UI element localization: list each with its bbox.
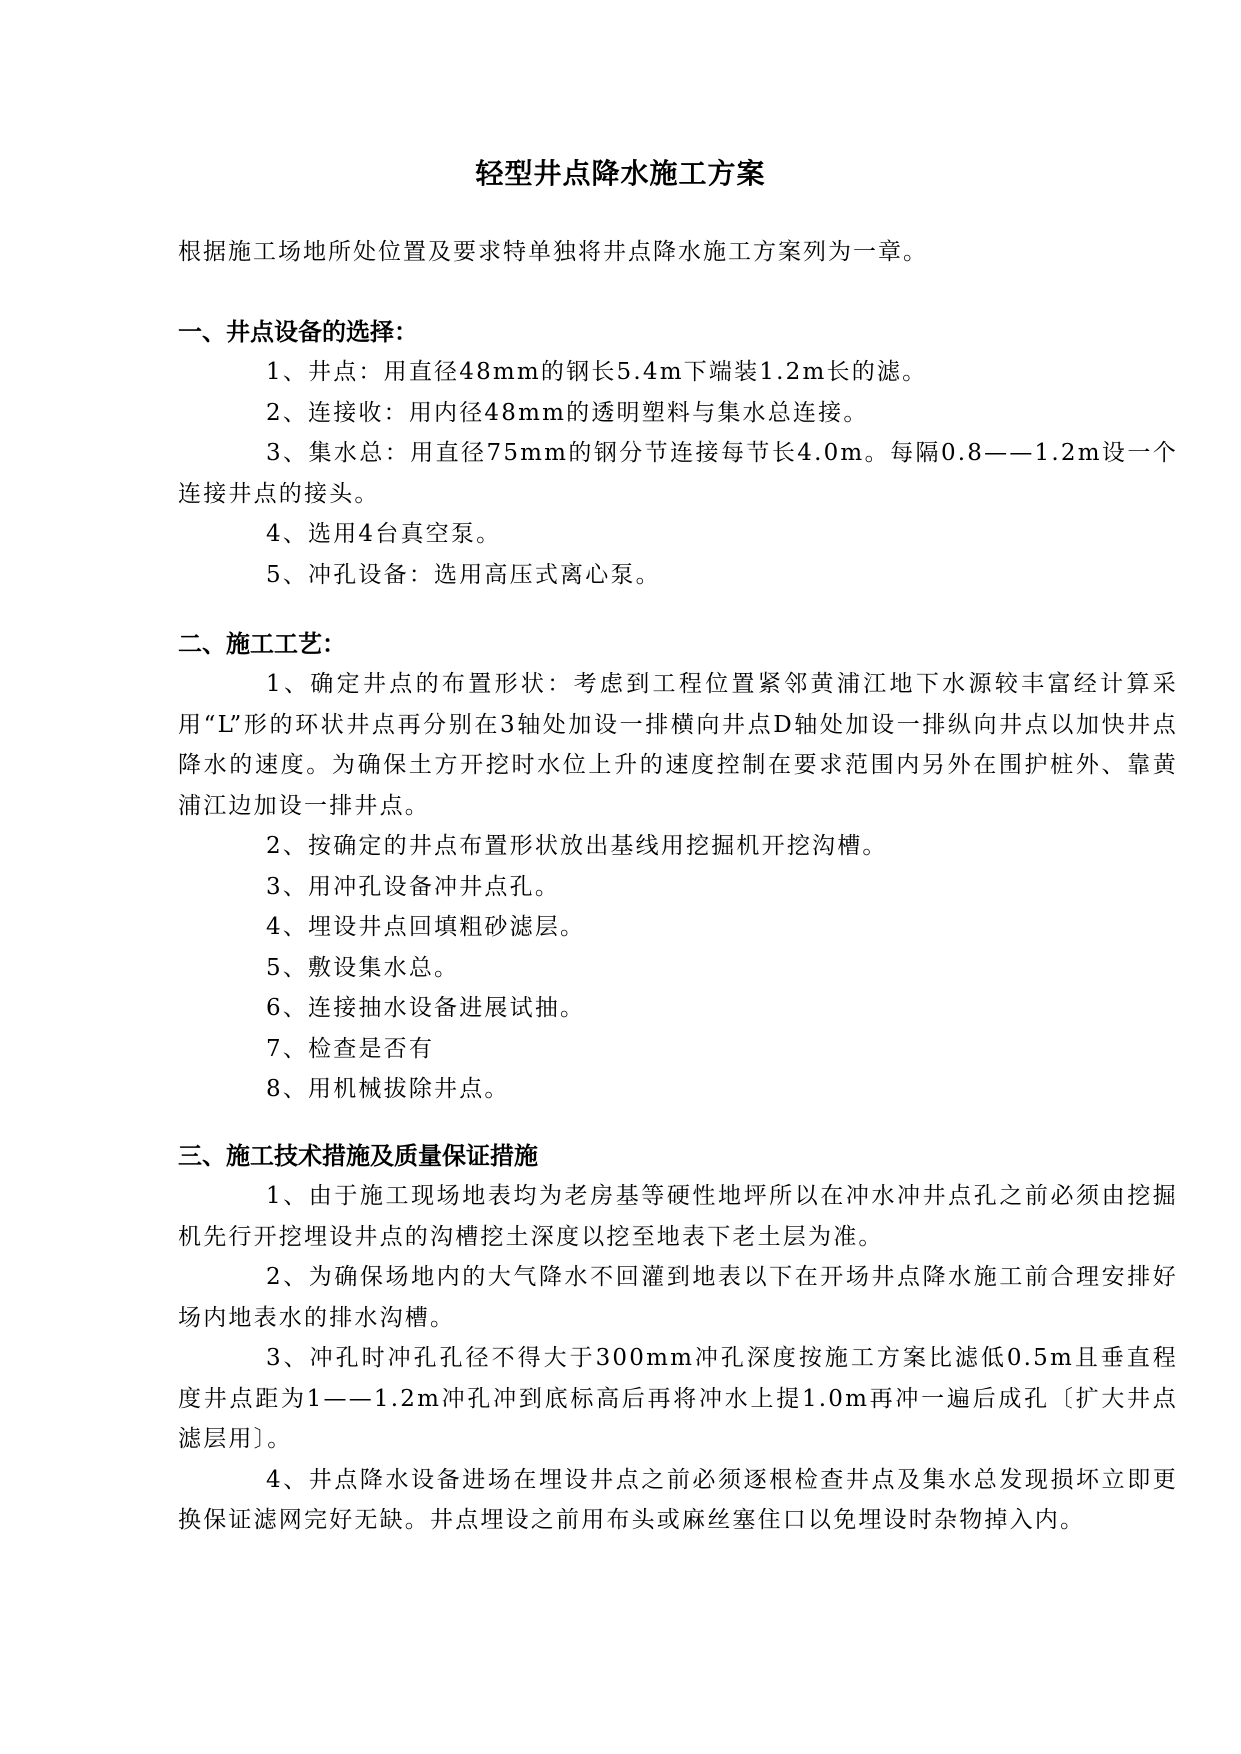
list-item: 5、敷设集水总。 bbox=[266, 954, 460, 981]
list-item: 2、连接收：用内径48mm的透明塑料与集水总连接。 bbox=[266, 399, 869, 426]
section-heading: 一、井点设备的选择： bbox=[178, 318, 418, 346]
list-item: 6、连接抽水设备进展试抽。 bbox=[266, 995, 586, 1021]
list-item: 1、井点：用直径48mm的钢长5.4m下端装1.2m长的滤。 bbox=[266, 359, 928, 385]
list-item: 1、由于施工现场地表均为老房基等硬性地坪所以在冲水冲井点孔之前必须由挖掘机先行开挖埋设井点的沟槽挖土深度以挖至地表下老土层为准。 bbox=[178, 1183, 1178, 1250]
list-item: 3、集水总：用直径75mm的钢分节连接每节长4.0m。每隔0.8——1.2m设一个连接井点的接头。 bbox=[178, 440, 1178, 507]
list-item: 7、检查是否有 bbox=[266, 1035, 435, 1062]
list-item: 4、井点降水设备进场在埋设井点之前必须逐根检查井点及集水总发现损坏立即更换保证滤网完好无缺。井点埋设之前用布头或麻丝塞住口以免埋设时杂物掉入内。 bbox=[178, 1466, 1178, 1533]
section-heading: 三、施工技术措施及质量保证措施 bbox=[178, 1142, 538, 1170]
intro-paragraph: 根据施工场地所处位置及要求特单独将井点降水施工方案列为一章。 bbox=[178, 239, 928, 265]
section-process bbox=[178, 624, 1178, 1110]
section-heading: 二、施工工艺： bbox=[178, 630, 346, 658]
list-item: 4、埋设井点回填粗砂滤层。 bbox=[266, 914, 586, 940]
list-item: 4、选用4台真空泵。 bbox=[266, 521, 502, 547]
section-equipment bbox=[178, 312, 1178, 595]
list-item: 2、按确定的井点布置形状放出基线用挖掘机开挖沟槽。 bbox=[266, 833, 888, 859]
section-quality-measures bbox=[178, 1136, 1178, 1541]
list-item: 3、冲孔时冲孔孔径不得大于300mm冲孔深度按施工方案比滤低0.5m且垂直程度井点距为1——1.2m冲孔冲到底标高后再将冲水上提1.0m再冲一遍后成孔〔扩大井点滤层用〕。 bbox=[178, 1345, 1178, 1452]
list-item: 1、确定井点的布置形状：考虑到工程位置紧邻黄浦江地下水源较丰富经计算采用“L”形的环状井点再分别在3轴处加设一排横向井点D轴处加设一排纵向井点以加快井点降水的速度。为确保土方开挖时水位上升的速度控制在要求范围内另外在围护桩外、靠黄浦江边加设一排井点。 bbox=[178, 671, 1178, 819]
list-item: 5、冲孔设备：选用高压式离心泵。 bbox=[266, 561, 661, 588]
page-title: 轻型井点降水施工方案 bbox=[475, 157, 766, 190]
list-item: 3、用冲孔设备冲井点孔。 bbox=[266, 873, 561, 900]
list-item: 2、为确保场地内的大气降水不回灌到地表以下在开场井点降水施工前合理安排好场内地表水的排水沟槽。 bbox=[178, 1264, 1178, 1331]
list-item: 8、用机械拔除井点。 bbox=[266, 1076, 510, 1102]
